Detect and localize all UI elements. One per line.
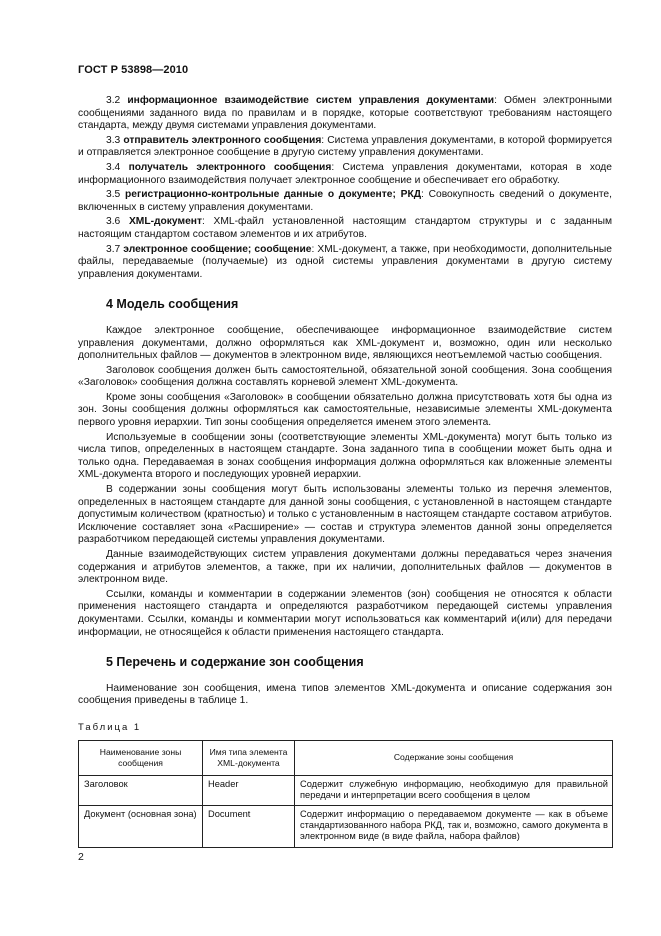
document-header: ГОСТ Р 53898—2010: [78, 64, 189, 76]
page-number: 2: [78, 851, 84, 863]
definition-number: 3.5: [106, 189, 121, 201]
definition-term: XML-документ: [128, 216, 202, 228]
definition-term: регистрационно-контрольные данные о документе; РКД: [124, 189, 422, 201]
definition-text: Обмен электронными сообщениями заданного вида по правилам и в порядке, которые соответствуют требованиям настоящего стандарта, между двумя системами управления документами.: [78, 95, 612, 132]
table-cell: Header: [203, 775, 295, 805]
definition-item: [78, 244, 612, 282]
definition-number: 3.4: [106, 161, 121, 173]
table-cell: Document: [203, 805, 295, 847]
section-5-title: 5 Перечень и содержание зон сообщения: [106, 655, 364, 670]
definition-separator: :: [311, 243, 315, 255]
table-header-row: [79, 740, 613, 775]
table-body: [79, 775, 613, 847]
definition-text: Совокупность сведений о документе, включенных в систему управления документами.: [78, 189, 612, 213]
section-5-body: [78, 683, 612, 708]
section-4-title: 4 Модель сообщения: [106, 297, 239, 312]
definition-separator: :: [201, 216, 205, 228]
paragraph: Заголовок сообщения должен быть самостоятельной, обязательной зоной сообщения. Зона сообщения «Заголовок» сообщения должна составлять корневой элемент XML-документа.: [78, 364, 612, 389]
paragraph: В содержании зоны сообщения могут быть использованы элементы только из перечня элементов, определенных в настоящем стандарте для данной зоны сообщения, с установленной в настоящем стандарте допустимым количеством (кратностью) и только с установленным в настоящем стандарте составом атрибутов. Исключение составляет зона «Расширение» — состав и структура элементов данной зоны определяется разработчиком передающей системы управления документами.: [78, 484, 612, 546]
definition-item: [78, 162, 612, 187]
definition-separator: :: [331, 161, 335, 173]
definition-term: электронное сообщение; сообщение: [123, 243, 312, 255]
table-header-cell: Наименование зоны сообщения: [79, 740, 203, 775]
definition-number: 3.6: [106, 216, 121, 228]
definition-text: Система управления документами, которая в ходе информационного взаимодействия получает электронное сообщение и обеспечивает его обработку.: [78, 161, 612, 186]
table-cell: Заголовок: [79, 775, 203, 805]
definition-separator: :: [494, 95, 497, 106]
table-row: [79, 805, 613, 847]
paragraph: Используемые в сообщении зоны (соответствующие элементы XML-документа) могут быть только из числа типов, определенных в настоящем стандарте. Зона заданного типа в сообщении может быть одна и только одна. Передаваемая в зонах сообщения информация должна оформляться как вложенные элементы XML-документа второго и последующих уровней иерархии.: [78, 431, 612, 481]
definition-text: Система управления документами, в которой формируется и отправляется электронное сообщение в другую систему управления документами.: [78, 134, 612, 159]
definition-number: 3.2: [106, 95, 121, 106]
definition-text: XML-файл установленной настоящим стандартом структуры и с заданным настоящим стандартом составом элементов и их атрибутов.: [78, 216, 612, 240]
table-header-cell: Имя типа элемента XML-документа: [203, 740, 295, 775]
paragraph: Каждое электронное сообщение, обеспечивающее информационное взаимодействие систем управления документами, должно оформляться как XML-документ и, возможно, один или несколько дополнительных файлов — документов в электронном виде, являющихся неотъемлемой частью сообщения.: [78, 324, 612, 362]
definition-number: 3.3: [106, 134, 121, 146]
definition-separator: :: [421, 189, 424, 201]
definition-item: [78, 216, 612, 241]
definition-term: информационное взаимодействие систем управления документами: [127, 95, 495, 106]
section-4-body: [78, 325, 612, 639]
table-cell: Содержит информацию о передаваемом документе — как в объеме стандартизованного набора РКД, так и, возможно, самого документа в электронном виде (в виде файла, набора файлов): [295, 805, 613, 847]
definition-term: получатель электронного сообщения: [128, 161, 332, 173]
definitions-list: [78, 95, 612, 281]
table-caption: Таблица 1: [78, 721, 142, 733]
table-row: [79, 775, 613, 805]
zones-table: [78, 740, 613, 848]
paragraph: Наименование зон сообщения, имена типов элементов XML-документа и описание содержания зон сообщения приведены в таблице 1.: [78, 682, 612, 707]
table-cell: Содержит служебную информацию, необходимую для правильной передачи и интерпретации всего сообщения в целом: [295, 775, 613, 805]
table-header-cell: Содержание зоны сообщения: [295, 740, 613, 775]
definition-text: XML-документ, а также, при необходимости, дополнительные файлы, передаваемые (получаемые) из одной системы управления документами в другую систему управления документами.: [78, 243, 612, 280]
definition-term: отправитель электронного сообщения: [123, 134, 322, 146]
definition-item: [78, 95, 612, 133]
paragraph: Данные взаимодействующих систем управления документами должны передаваться через значения содержания и атрибутов элементов, а также, при их наличии, дополнительных файлов — документов в электронном виде.: [78, 549, 612, 586]
definition-item: [78, 135, 612, 160]
definition-number: 3.7: [106, 243, 121, 255]
definition-separator: :: [321, 134, 325, 146]
paragraph: Кроме зоны сообщения «Заголовок» в сообщении обязательно должна присутствовать хотя бы одна из зон. Зоны сообщения должны оформляться как самостоятельные, независимые элементы XML-документа первого уровня иерархии. Тип зоны сообщения определяется именем этого элемента.: [78, 391, 612, 429]
table-cell: Документ (основная зона): [79, 805, 203, 847]
paragraph: Ссылки, команды и комментарии в содержании элементов (зон) сообщения не относятся к области применения настоящего стандарта и определяются разработчиком передающей системы управления документами. Ссылки, команды и комментарии могут использоваться как комментарий и(или) для передачи информации, не относящейся к области применения настоящего стандарта.: [78, 588, 612, 638]
definition-item: [78, 189, 612, 214]
document-body: [78, 95, 612, 848]
